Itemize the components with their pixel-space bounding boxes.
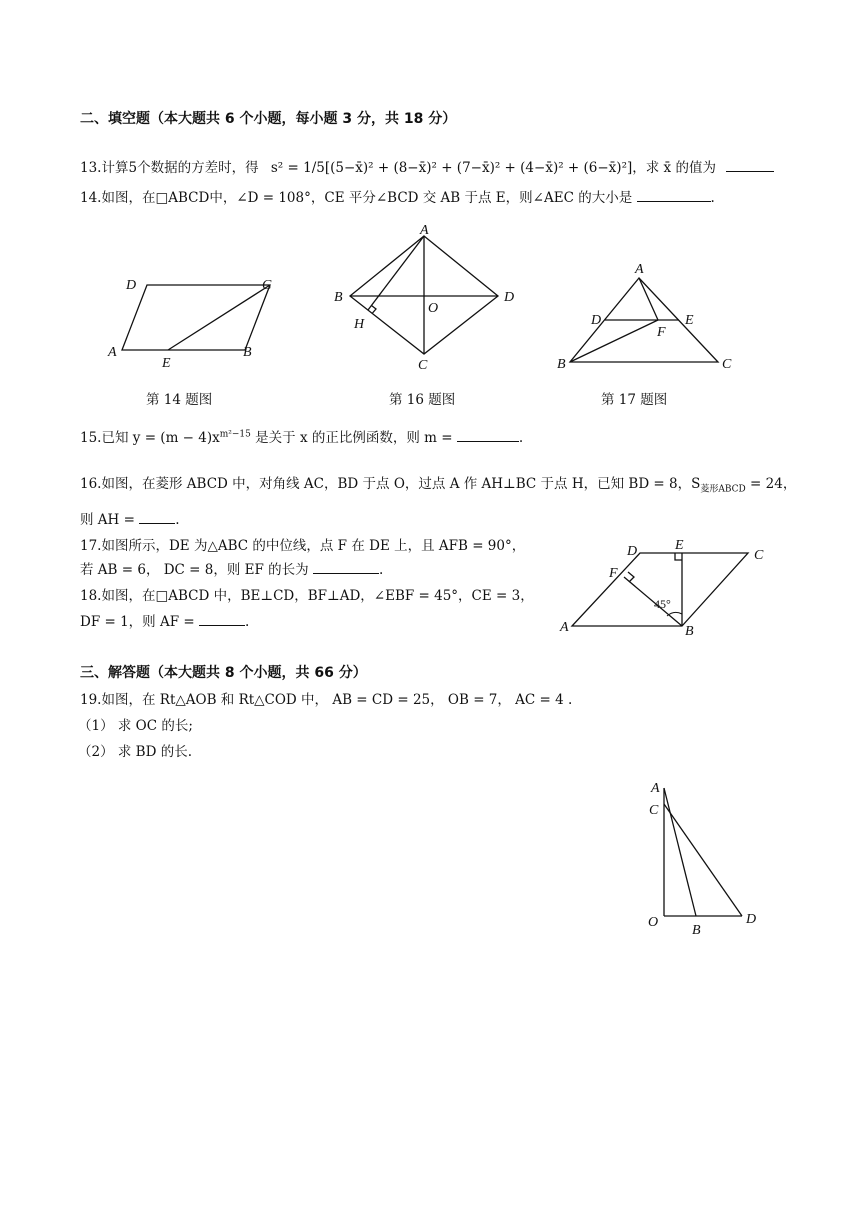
fig14-caption: 第 14 题图 xyxy=(146,392,213,408)
fig19-segment-ab xyxy=(664,788,696,916)
q15-text-b: 是关于 x 的正比例函数，则 m = xyxy=(250,430,453,446)
question-17 xyxy=(80,534,525,554)
fig18-label-a: A xyxy=(560,620,569,635)
q16-subscript: 菱形ABCD xyxy=(700,484,746,495)
q15-exponent: m²−15 xyxy=(219,429,251,440)
q17-answer-blank[interactable] xyxy=(313,560,379,574)
fig16-label-d: D xyxy=(504,290,515,305)
q14-text: 如图，在□ABCD中，∠D = 108°，CE 平分∠BCD 交 AB 于点 E，则∠AEC 的大小是 xyxy=(101,190,633,206)
question-19 xyxy=(80,688,572,708)
q18-number: 18. xyxy=(80,588,102,604)
fig14-label-d: D xyxy=(126,278,137,293)
section-title-fill-in: 二、填空题（本大题共 6 个小题，每小题 3 分，共 18 分） xyxy=(80,111,457,127)
fig19-label-a: A xyxy=(651,781,660,796)
fig16-caption: 第 16 题图 xyxy=(389,392,456,408)
fig18-right-angle-e xyxy=(675,553,682,560)
question-18-line2: DF = 1，则 AF = . xyxy=(80,614,250,630)
q18-answer-blank[interactable] xyxy=(199,612,245,626)
fig17-label-e: E xyxy=(685,313,694,328)
q15-text-a: 已知 y = (m − 4)x xyxy=(101,430,220,446)
question-17-line2: 若 AB = 6， DC = 8，则 EF 的长为 . xyxy=(80,562,384,578)
q19-part-2: （2） 求 BD 的长. xyxy=(78,744,192,760)
q15-answer-blank[interactable] xyxy=(457,428,519,442)
q17-line1: 如图所示，DE 为△ABC 的中位线，点 F 在 DE 上，且 AFB = 90°， xyxy=(101,538,526,554)
q15-number: 15. xyxy=(80,430,102,446)
question-13 xyxy=(80,156,774,176)
fig17-segment-bf xyxy=(570,320,658,362)
fig19-label-o: O xyxy=(648,915,659,930)
question-16 xyxy=(80,472,796,495)
figure-18-parallelogram xyxy=(555,536,775,640)
fig17-label-c: C xyxy=(722,357,732,372)
fig16-label-c: C xyxy=(418,358,428,372)
fig14-parallelogram-shape xyxy=(122,285,270,350)
fig14-label-b: B xyxy=(243,345,252,360)
fig16-label-h: H xyxy=(354,317,365,332)
fig18-label-c: C xyxy=(754,548,764,563)
q13-answer-blank[interactable] xyxy=(726,158,774,172)
figure-19-right-triangles xyxy=(640,774,770,938)
fig18-segment-bf xyxy=(624,577,682,626)
fig14-label-c: C xyxy=(262,278,272,293)
q16-line2: 则 AH = xyxy=(80,512,135,528)
fig18-label-45-degrees: 45° xyxy=(654,597,671,611)
q19-text: 如图，在 Rt△AOB 和 Rt△COD 中， AB = CD = 25， OB = 7， AC = 4 . xyxy=(101,692,573,708)
fig17-label-f: F xyxy=(657,325,666,340)
fig14-line-ce xyxy=(168,285,270,350)
figure-17-triangle xyxy=(555,258,745,376)
figure-16-rhombus xyxy=(330,222,520,372)
q19-part-1: （1） 求 OC 的长; xyxy=(78,718,193,734)
fig16-right-angle-mark xyxy=(372,306,377,314)
question-16-line2: 则 AH = . xyxy=(80,512,180,528)
fig19-label-b: B xyxy=(692,923,701,938)
q17-number: 17. xyxy=(80,538,102,554)
q16-answer-blank[interactable] xyxy=(139,510,175,524)
q18-line2: DF = 1，则 AF = xyxy=(80,614,195,630)
figure-14-parallelogram xyxy=(100,270,290,370)
q14-number: 14. xyxy=(80,190,102,206)
fig19-segment-cd xyxy=(664,804,742,916)
q13-tail: ，求 x̄ 的值为 xyxy=(632,160,716,176)
fig18-parallelogram-shape xyxy=(572,553,748,626)
fig17-label-a: A xyxy=(635,262,644,277)
q13-formula: s² = 1/5[(5−x̄)² + (8−x̄)² + (7−x̄)² + (4−x̄)² + (6−x̄)²] xyxy=(270,160,633,176)
fig19-label-d: D xyxy=(746,912,757,927)
fig17-label-b: B xyxy=(557,357,566,372)
fig19-label-c: C xyxy=(649,803,659,818)
fig16-label-b: B xyxy=(334,290,343,305)
fig18-label-f: F xyxy=(609,566,618,581)
fig17-label-d: D xyxy=(591,313,602,328)
question-14: 14.如图，在□ABCD中，∠D = 108°，CE 平分∠BCD 交 AB 于点 E，则∠AEC 的大小是 . xyxy=(80,190,715,206)
fig17-segment-af xyxy=(639,278,658,320)
question-18 xyxy=(80,584,534,604)
fig18-label-b: B xyxy=(685,624,694,639)
fig16-label-o: O xyxy=(428,301,439,316)
q14-answer-blank[interactable] xyxy=(637,188,711,202)
q16-text: 如图，在菱形 ABCD 中，对角线 AC，BD 于点 O，过点 A 作 AH⊥BC 于点 H，已知 BD = 8，S xyxy=(101,476,701,492)
q19-number: 19. xyxy=(80,692,102,708)
fig17-caption: 第 17 题图 xyxy=(601,392,668,408)
q13-lead: 计算5个数据的方差时，得 xyxy=(101,160,259,176)
q18-line1: 如图，在□ABCD 中，BE⊥CD，BF⊥AD，∠EBF = 45°，CE = 3， xyxy=(101,588,534,604)
q17-line2: 若 AB = 6， DC = 8，则 EF 的长为 xyxy=(80,562,309,578)
fig18-label-d: D xyxy=(627,544,638,559)
fig16-altitude-ah xyxy=(368,236,424,310)
q16-text-end: = 24， xyxy=(745,476,797,492)
section-title-solve: 三、解答题（本大题共 8 个小题，共 66 分） xyxy=(80,665,367,681)
question-15: 15.已知 $y = (m - 4)x^{m^2-15}$ 是关于 x 的正比例函数，则 m = . xyxy=(80,429,524,446)
fig14-label-a: A xyxy=(108,345,117,360)
q13-number: 13. xyxy=(80,160,102,176)
fig18-label-e: E xyxy=(675,538,684,553)
fig14-label-e: E xyxy=(162,356,171,370)
fig16-label-a: A xyxy=(420,223,429,238)
q16-number: 16. xyxy=(80,476,102,492)
